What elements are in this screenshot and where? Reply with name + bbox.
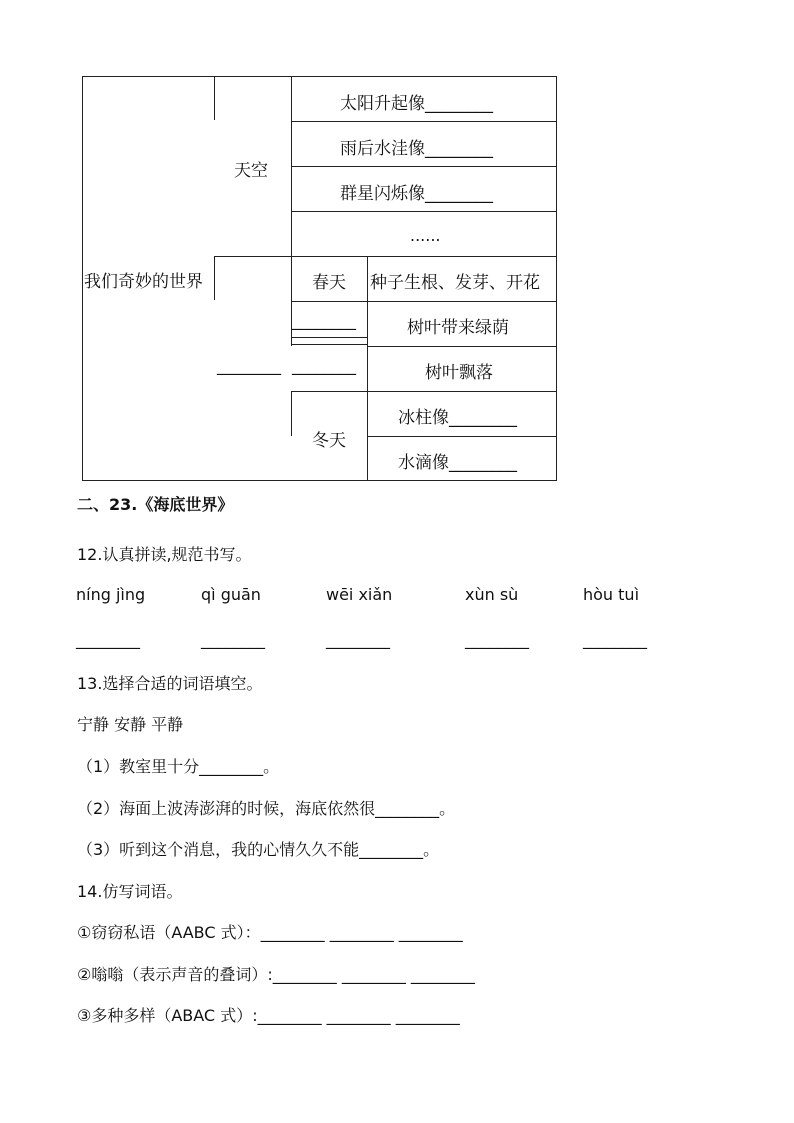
season-cell: ________ [292,311,356,330]
fill-item: （1）教室里十分________。 [77,757,280,776]
answer-blank[interactable]: ________ [465,630,529,649]
pinyin-item: níng jìng [76,585,146,604]
season-cell: ________ [217,356,281,375]
section-heading: 二、23.《海底世界》 [77,495,234,514]
pinyin-item: hòu tuì [583,585,640,604]
table-border-bottom [82,480,557,481]
row-divider [291,166,557,167]
pinyin-item: wēi xiǎn [326,585,393,604]
branch-line [214,256,215,300]
answer-blank[interactable]: ________ [201,630,265,649]
season-cell: ________ [292,356,356,375]
table-root-label: 我们奇妙的世界 [84,272,203,292]
table-border-right [556,76,557,481]
word-choices: 宁静 安静 平静 [77,715,184,734]
season-col-right [367,256,368,481]
row-divider [291,301,557,302]
fill-item: （2）海面上波涛澎湃的时候，海底依然很________。 [77,799,456,818]
season-cell: 春天 [312,273,346,293]
branch-line [214,256,291,257]
pinyin-item: qì guān [201,585,261,604]
question-14-title: 14.仿写词语。 [77,882,183,901]
season-desc: 树叶飘落 [425,363,493,383]
season-desc: 水滴像________ [398,453,517,473]
row-divider [291,256,557,257]
season-col-left [291,391,292,436]
row-divider [291,121,557,122]
blank-underline [291,344,367,345]
row-divider [367,436,557,437]
sky-item: 太阳升起像________ [340,94,493,114]
row-divider [291,391,557,392]
season-desc: 种子生根、发芽、开花 [370,273,540,293]
season-desc: 冰柱像________ [398,408,517,428]
sky-item: ...... [410,226,441,245]
table-border-top [82,76,557,77]
pinyin-item: xùn sù [465,585,519,604]
answer-blank[interactable]: ________ [326,630,390,649]
answer-blank[interactable]: ________ [583,630,647,649]
sky-label: 天空 [234,161,268,181]
row-divider [367,346,557,347]
branch-line [214,76,215,120]
season-cell: 冬天 [312,431,346,451]
question-13-title: 13.选择合适的词语填空。 [77,674,263,693]
row-divider [291,211,557,212]
imitate-item: ①窃窃私语（AABC 式）：________ ________ ________ [77,923,463,942]
question-12-title: 12.认真拼读,规范书写。 [77,545,252,564]
season-desc: 树叶带来绿荫 [407,318,509,338]
imitate-item: ②嗡嗡（表示声音的叠词）:________ ________ ________ [77,965,475,984]
sky-item: 雨后水洼像________ [340,139,493,159]
imitate-item: ③多种多样（ABAC 式）:________ ________ ________ [77,1006,460,1025]
answer-blank[interactable]: ________ [76,630,140,649]
table-border-left [82,76,83,481]
sky-item: 群星闪烁像________ [340,184,493,204]
fill-item: （3）听到这个消息，我的心情久久不能________。 [77,840,440,859]
blank-underline [291,337,367,338]
